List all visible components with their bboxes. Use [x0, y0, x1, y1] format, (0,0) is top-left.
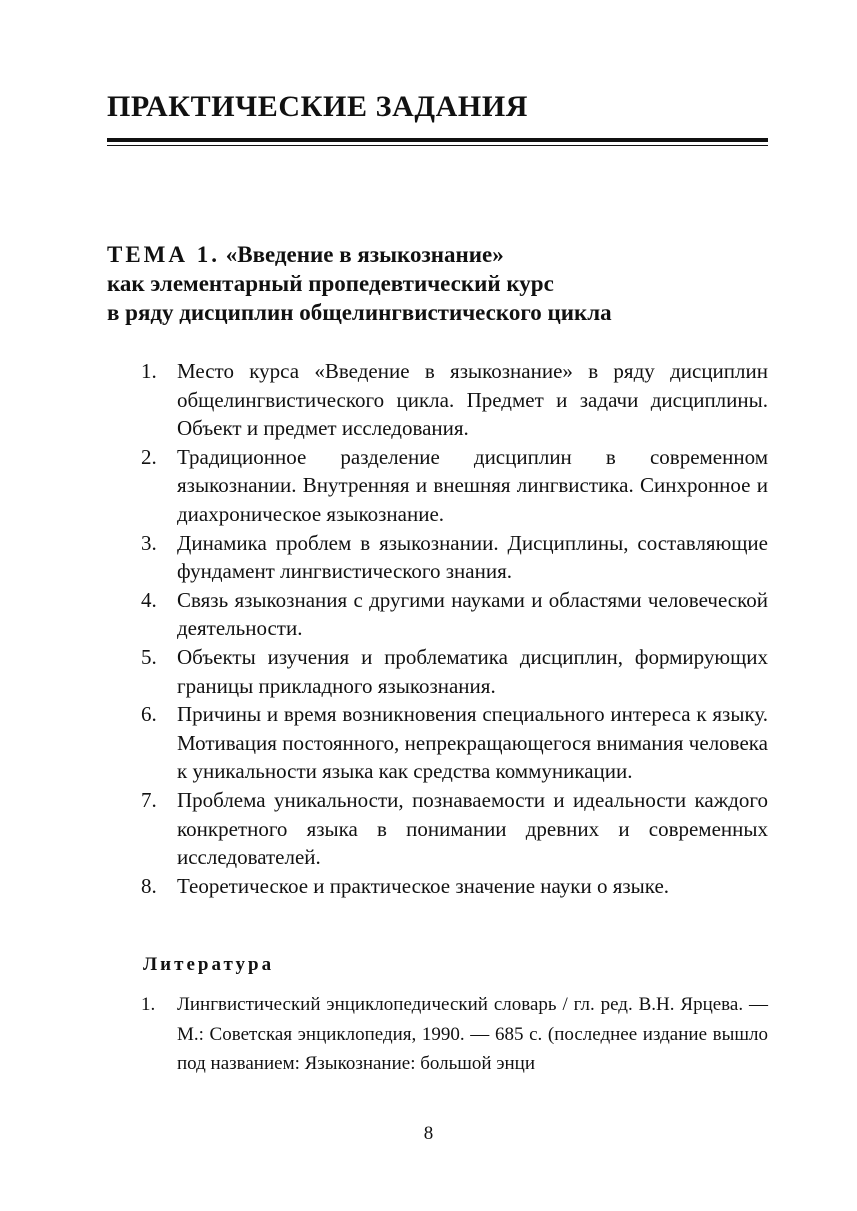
- task-number: 2.: [141, 444, 157, 469]
- literature-heading: Литература: [143, 954, 275, 975]
- task-item-1: [107, 357, 768, 443]
- task-number: 7.: [141, 787, 157, 812]
- task-number: 4.: [141, 587, 157, 612]
- task-text: Объекты изучения и проблематика дисциплин, формирующих границы прикладного языкознания.: [177, 644, 768, 698]
- task-text: Проблема уникальности, познаваемости и идеальности каждого конкретного языка в понимании древних и современных исследователей.: [177, 787, 768, 870]
- task-text: Традиционное разделение дисциплин в современном языкознании. Внутренняя и внешняя лингвистика. Синхронное и диахроническое языкознание.: [177, 444, 768, 526]
- task-item-7: [107, 786, 768, 872]
- topic-title: «Введение в языкознание»: [225, 242, 504, 267]
- task-item-2: [107, 443, 768, 529]
- task-number: 6.: [141, 702, 157, 727]
- task-number: 8.: [141, 873, 157, 898]
- task-item-5: [107, 643, 768, 700]
- literature-number: 1.: [141, 994, 156, 1015]
- task-number: 5.: [141, 644, 157, 669]
- task-text: Связь языкознания с другими науками и областями человеческой деятельности.: [177, 587, 768, 641]
- topic-line-1: [107, 240, 787, 269]
- page-title: ПРАКТИЧЕСКИЕ ЗАДАНИЯ: [107, 90, 529, 123]
- task-text: Причины и время возникновения специального интереса к языку. Мотивация постоянного, непрекращающегося внимания человека к уникальности языка как средства коммуникации.: [177, 702, 768, 784]
- topic-label: ТЕМА 1.: [107, 242, 220, 267]
- topic-line-2: как элементарный пропедевтический курс: [107, 271, 554, 296]
- literature-text: Лингвистический энциклопедический словарь / гл. ред. В.Н. Ярцева. — М.: Советская энциклопедия, 1990. — 685 с. (последнее издание вышло под названием: Языкознание: большой энци: [177, 994, 768, 1074]
- topic-line-3: в ряду дисциплин общелингвистического цикла: [107, 300, 612, 325]
- task-text: Теоретическое и практическое значение науки о языке.: [177, 873, 670, 898]
- title-rule-thin: [107, 145, 768, 146]
- topic-heading: [107, 240, 787, 327]
- task-number: 3.: [141, 530, 157, 555]
- task-item-3: [107, 529, 768, 586]
- task-text: Динамика проблем в языкознании. Дисциплины, составляющие фундамент лингвистического знания.: [177, 530, 768, 584]
- task-text: Место курса «Введение в языкознание» в ряду дисциплин общелингвистического цикла. Предмет и задачи дисциплины. Объект и предмет исследования.: [177, 359, 768, 441]
- task-item-6: [107, 700, 768, 786]
- task-list: [107, 357, 768, 900]
- task-item-8: [107, 872, 768, 901]
- page-number: 8: [423, 1123, 434, 1144]
- task-item-4: [107, 586, 768, 643]
- literature-item-1: [107, 990, 768, 1079]
- task-number: 1.: [141, 359, 157, 383]
- literature-list: [107, 990, 768, 1079]
- title-rule-thick: [107, 138, 768, 142]
